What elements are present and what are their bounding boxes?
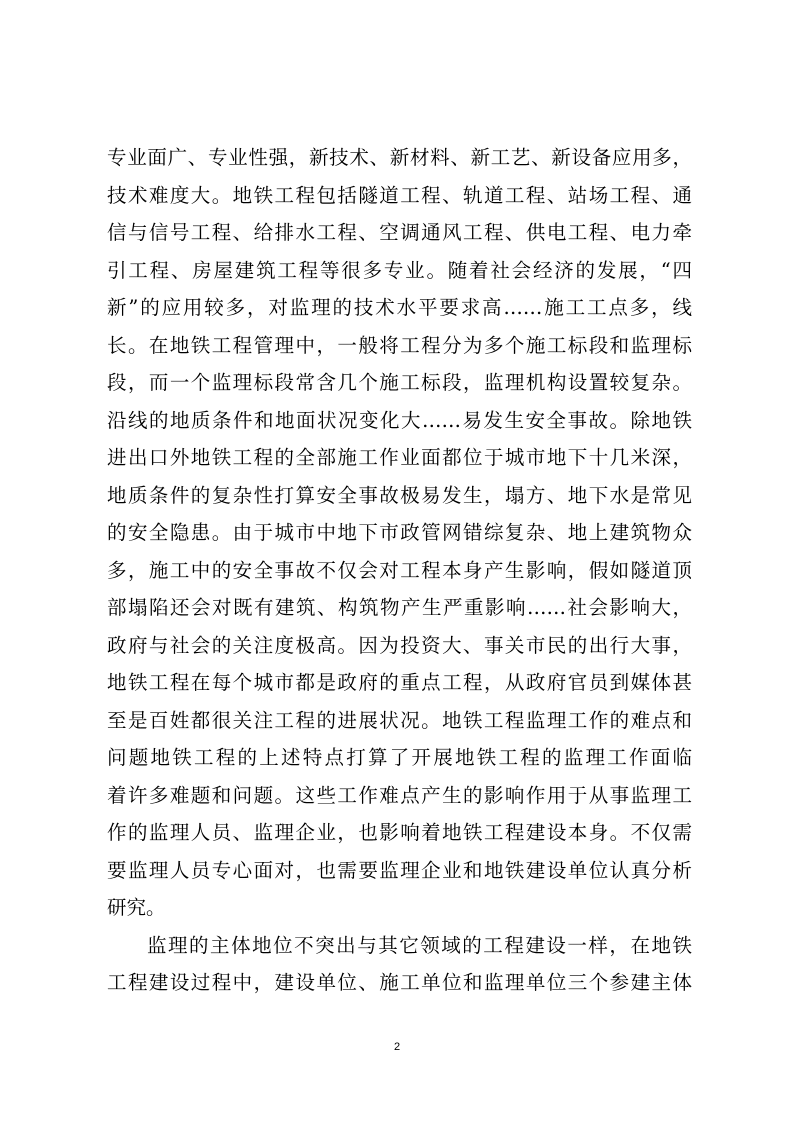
text-line: 长。在地铁工程管理中，一般将工程分为多个施工标段和监理标 <box>107 333 692 357</box>
text-line: 作的监理人员、监理企业，也影响着地铁工程建设本身。不仅需 <box>107 821 692 844</box>
text-line: 监理的主体地位不突出与其它领域的工程建设一样，在地铁 <box>147 933 692 957</box>
text-line: 沿线的地质条件和地面状况变化大……易发生安全事故。除地铁 <box>107 408 692 432</box>
text-line: 新”的应用较多，对监理的技术水平要求高……施工工点多，线 <box>107 296 692 319</box>
text-line: 的安全隐患。由于城市中地下市政管网错综复杂、地上建筑物众 <box>107 521 692 544</box>
text-line: 政府与社会的关注度极高。因为投资大、事关市民的出行大事， <box>107 633 692 657</box>
text-line: 引工程、房屋建筑工程等很多专业。随着社会经济的发展，“四 <box>107 258 692 282</box>
paragraph-2 <box>107 927 692 1002</box>
text-line: 要监理人员专心面对，也需要监理企业和地铁建设单位认真分析 <box>107 858 692 882</box>
text-line: 地质条件的复杂性打算安全事故极易发生，塌方、地下水是常见 <box>107 483 692 507</box>
text-line: 问题地铁工程的上述特点打算了开展地铁工程的监理工作面临 <box>107 746 692 769</box>
text-line: 至是百姓都很关注工程的进展状况。地铁工程监理工作的难点和 <box>107 708 692 732</box>
text-line: 着许多难题和问题。这些工作难点产生的影响作用于从事监理工 <box>107 783 692 807</box>
page-number: 2 <box>393 1041 401 1053</box>
text-line: 信与信号工程、给排水工程、空调通风工程、供电工程、电力牵 <box>107 221 692 244</box>
text-line: 多，施工中的安全事故不仅会对工程本身产生影响，假如隧道顶 <box>107 558 692 582</box>
text-line: 部塌陷还会对既有建筑、构筑物产生严重影响……社会影响大， <box>107 596 692 619</box>
text-line: 工程建设过程中，建设单位、施工单位和监理单位三个参建主体 <box>107 971 692 994</box>
text-line: 进出口外地铁工程的全部施工作业面都位于城市地下十几米深， <box>107 446 692 469</box>
paragraph-1 <box>107 139 692 927</box>
text-line: 地铁工程在每个城市都是政府的重点工程，从政府官员到媒体甚 <box>107 671 692 694</box>
text-line: 专业面广、专业性强，新技术、新材料、新工艺、新设备应用多， <box>107 146 692 169</box>
body-text <box>107 139 692 1002</box>
text-line: 研究。 <box>107 896 166 919</box>
text-line: 段，而一个监理标段常含几个施工标段，监理机构设置较复杂。 <box>107 371 692 394</box>
text-line: 技术难度大。地铁工程包括隧道工程、轨道工程、站场工程、通 <box>107 183 692 207</box>
